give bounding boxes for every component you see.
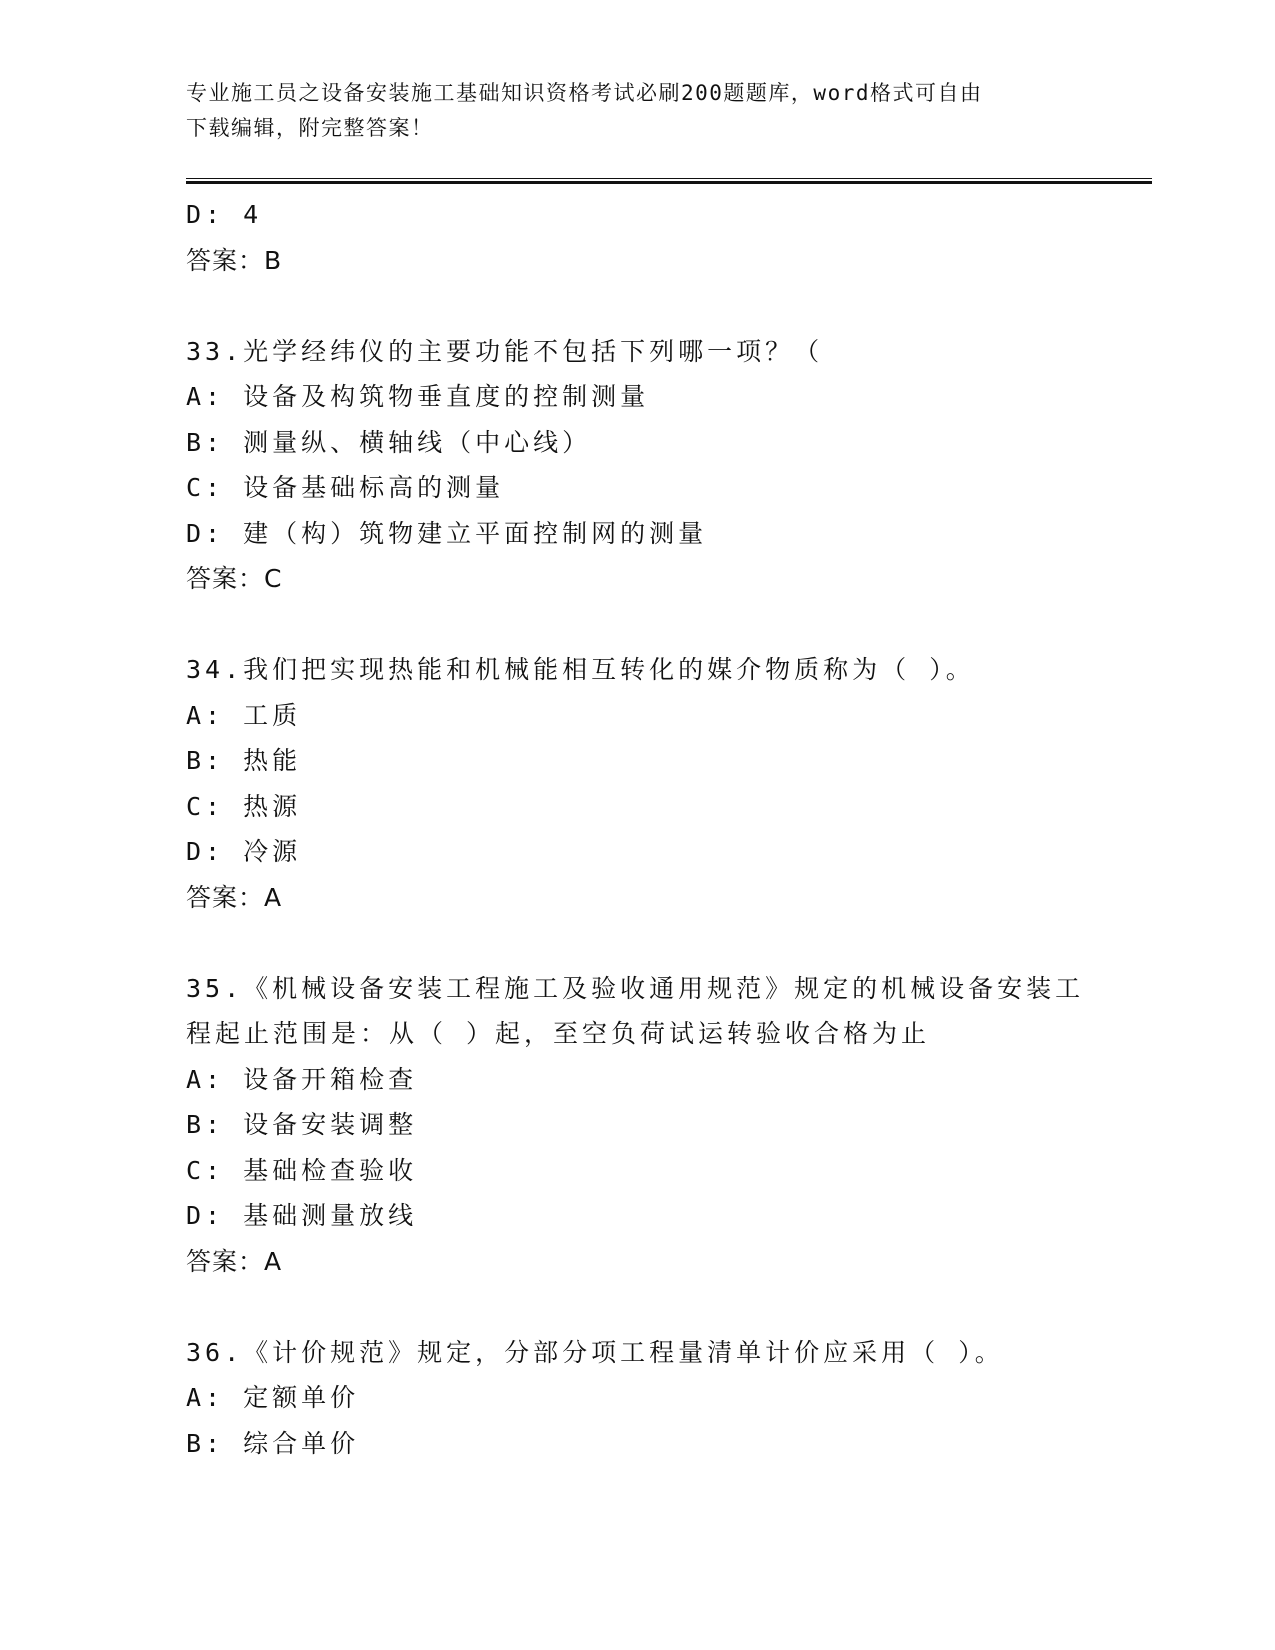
option-c: C: 热源 <box>186 791 302 821</box>
header-divider-thick <box>186 181 1152 184</box>
header-title-line-1: 专业施工员之设备安装施工基础知识资格考试必刷200题题库，word格式可自由 <box>186 81 983 105</box>
option-a: A: 设备及构筑物垂直度的控制测量 <box>186 382 650 411</box>
question-list <box>186 192 1152 1466</box>
question-35 <box>186 966 1152 1285</box>
spacer <box>186 283 1152 329</box>
option-a: A: 工质 <box>186 700 302 730</box>
spacer <box>186 1284 1152 1330</box>
page-header <box>186 76 1066 146</box>
answer-line: 答案：A <box>186 882 283 912</box>
option-c: C: 设备基础标高的测量 <box>186 473 505 502</box>
option-b: B: 综合单价 <box>186 1428 360 1458</box>
option-d: D: 4 <box>186 200 263 229</box>
option-a: A: 设备开箱检查 <box>186 1064 418 1094</box>
option-d: D: 基础测量放线 <box>186 1201 418 1230</box>
option-b: B: 设备安装调整 <box>186 1110 418 1139</box>
question-stem: 33.光学经纬仪的主要功能不包括下列哪一项？（ <box>186 336 824 366</box>
question-stem-line-2: 程起止范围是：从（ ）起，至空负荷试运转验收合格为止 <box>186 1019 931 1048</box>
answer-line: 答案：B <box>186 245 283 275</box>
question-33 <box>186 329 1152 602</box>
option-b: B: 热能 <box>186 746 302 775</box>
option-a: A: 定额单价 <box>186 1383 360 1412</box>
option-c: C: 基础检查验收 <box>186 1155 418 1185</box>
answer-line: 答案：C <box>186 564 283 593</box>
question-32-tail <box>186 192 1152 283</box>
option-d: D: 建（构）筑物建立平面控制网的测量 <box>186 518 708 548</box>
question-34 <box>186 647 1152 920</box>
question-36 <box>186 1330 1152 1467</box>
spacer <box>186 920 1152 966</box>
spacer <box>186 602 1152 648</box>
header-title-line-2: 下载编辑，附完整答案！ <box>186 116 434 140</box>
option-b: B: 测量纵、横轴线（中心线） <box>186 427 592 457</box>
option-d: D: 冷源 <box>186 837 302 866</box>
header-divider-thin <box>186 178 1152 179</box>
question-stem: 36.《计价规范》规定，分部分项工程量清单计价应采用（ ）。 <box>186 1337 1004 1367</box>
answer-line: 答案：A <box>186 1246 283 1276</box>
question-stem-line-1: 35.《机械设备安装工程施工及验收通用规范》规定的机械设备安装工 <box>186 973 1085 1003</box>
question-stem: 34.我们把实现热能和机械能相互转化的媒介物质称为（ ）。 <box>186 655 975 684</box>
